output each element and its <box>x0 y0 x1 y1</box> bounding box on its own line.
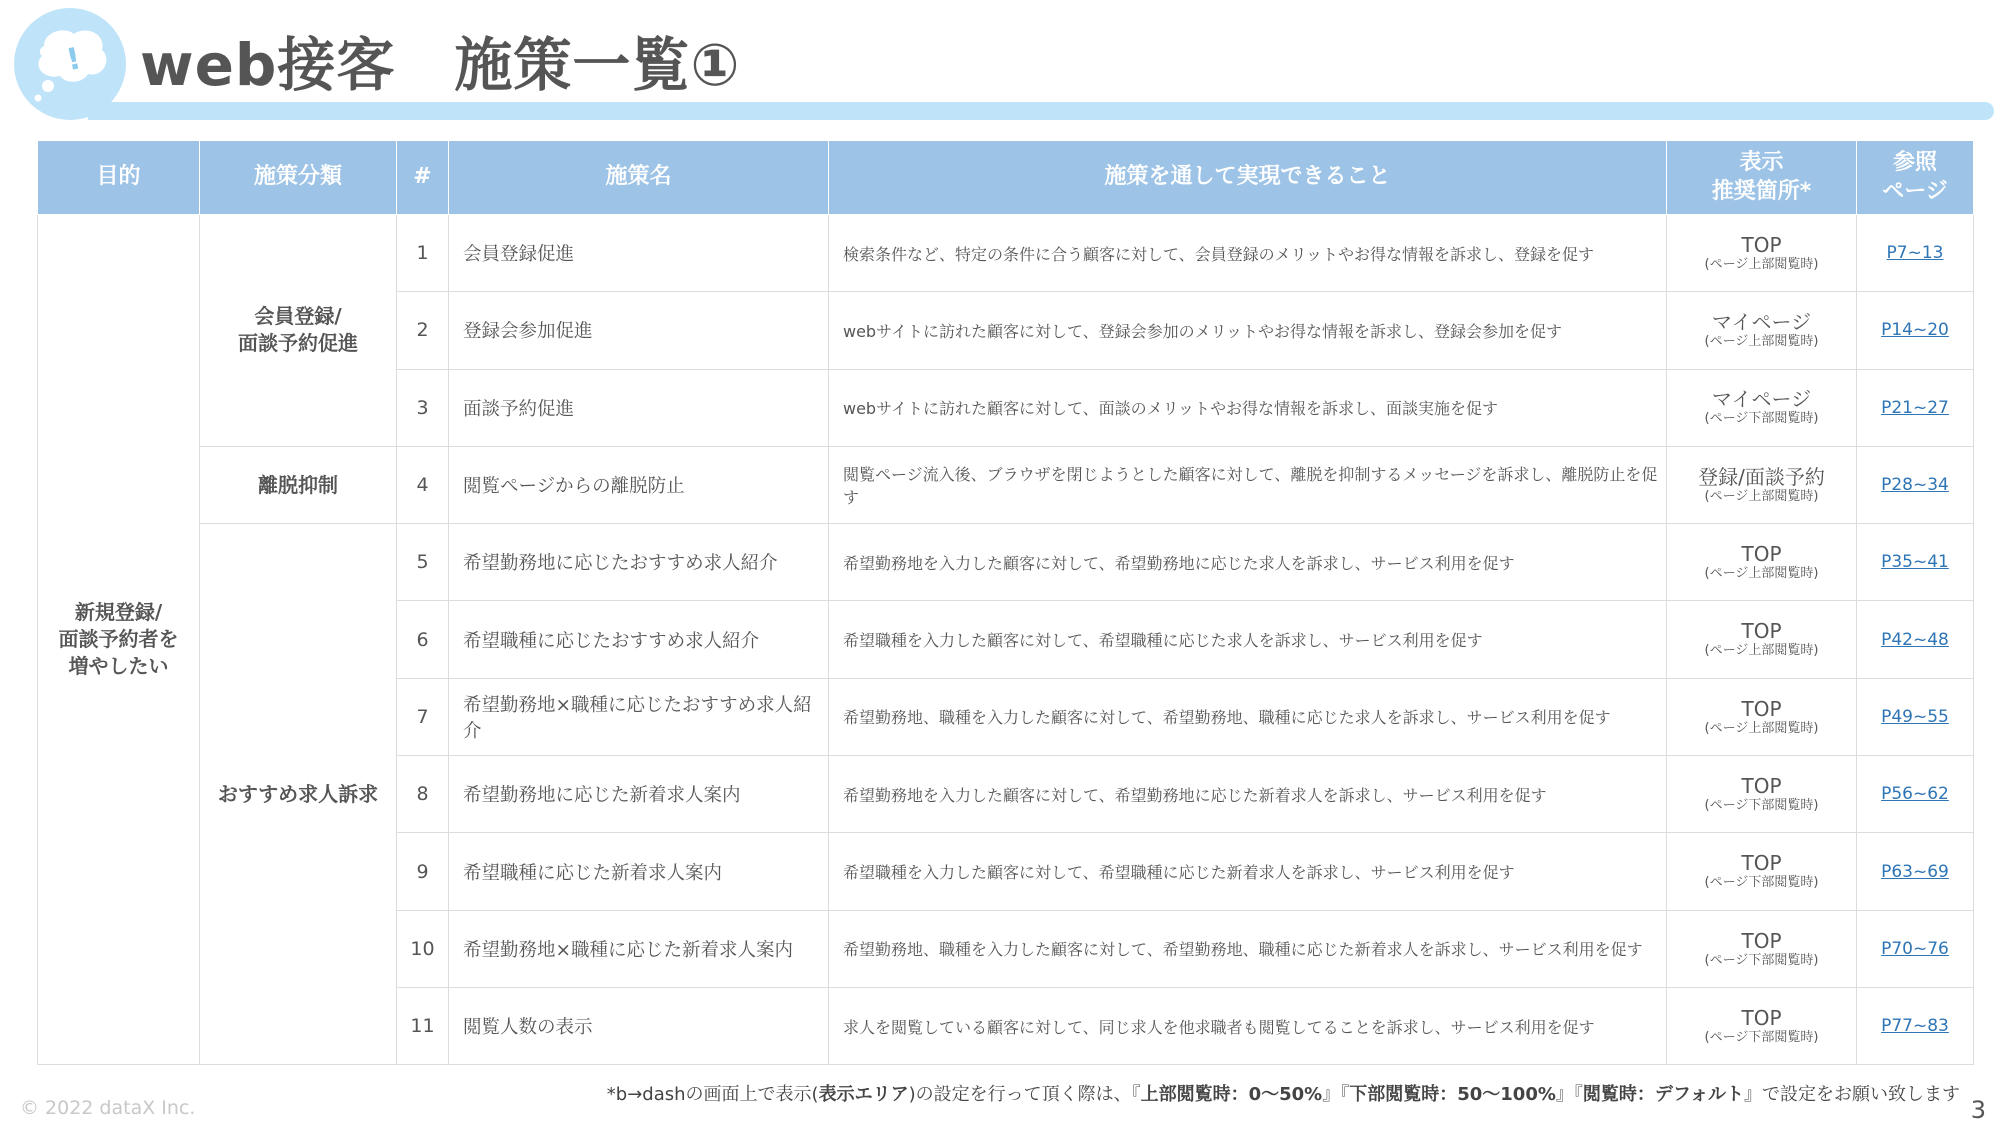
display-location <box>1667 524 1857 601</box>
column-header <box>1667 141 1857 215</box>
display-location-sub: (ページ下部閲覧時) <box>1704 952 1819 968</box>
row-number: 11 <box>397 987 449 1064</box>
footnote-text: 』『 <box>1322 1084 1350 1105</box>
reference-page-link[interactable]: P70~76 <box>1881 938 1949 959</box>
footnote-emphasis: 下部閲覧時：50～100% <box>1349 1084 1556 1105</box>
measures-table-container <box>37 140 1973 1065</box>
measure-name: 閲覧ページからの離脱防止 <box>449 446 829 523</box>
measure-description: 希望勤務地を入力した顧客に対して、希望勤務地に応じた新着求人を訴求し、サービス利用を促す <box>829 756 1667 833</box>
reference-page-link[interactable]: P63~69 <box>1881 861 1949 882</box>
display-location-sub: (ページ上部閲覧時) <box>1704 334 1819 350</box>
table-row <box>38 524 1974 601</box>
reference-page-link[interactable]: P77~83 <box>1881 1016 1949 1037</box>
display-location-main: TOP <box>1741 619 1782 644</box>
reference-page-link[interactable]: P35~41 <box>1881 552 1949 573</box>
table-row <box>38 215 1974 292</box>
display-location-main: TOP <box>1741 1005 1782 1030</box>
measure-name: 面談予約促進 <box>449 369 829 446</box>
reference-page <box>1857 756 1974 833</box>
display-location <box>1667 215 1857 292</box>
measure-description: 希望職種を入力した顧客に対して、希望職種に応じた新着求人を訴求し、サービス利用を促す <box>829 833 1667 910</box>
display-location-main: TOP <box>1741 773 1782 798</box>
measure-name: 登録会参加促進 <box>449 292 829 369</box>
display-location-sub: (ページ下部閲覧時) <box>1704 1029 1819 1045</box>
reference-page-link[interactable]: P56~62 <box>1881 784 1949 805</box>
page-title: web接客 施策一覧① <box>140 31 741 99</box>
display-location <box>1667 678 1857 755</box>
row-number: 1 <box>397 215 449 292</box>
measure-description: 閲覧ページ流入後、ブラウザを閉じようとした顧客に対して、離脱を抑制するメッセージを訴求し、離脱防止を促す <box>829 446 1667 523</box>
display-location-main: マイページ <box>1711 387 1812 412</box>
table-header-row <box>38 141 1974 215</box>
category-label: 会員登録/ 面談予約促進 <box>238 304 358 356</box>
display-location <box>1667 446 1857 523</box>
column-header <box>397 141 449 215</box>
display-location-sub: (ページ下部閲覧時) <box>1704 875 1819 891</box>
footnote-text: )の設定を行って頂く際は、『 <box>908 1084 1141 1105</box>
reference-page <box>1857 369 1974 446</box>
purpose-cell <box>38 215 200 1065</box>
display-location <box>1667 601 1857 678</box>
category-cell <box>200 215 397 447</box>
display-location-main: TOP <box>1741 851 1782 876</box>
row-number: 5 <box>397 524 449 601</box>
footnote <box>607 1080 1960 1106</box>
measure-description: 希望勤務地、職種を入力した顧客に対して、希望勤務地、職種に応じた新着求人を訴求し、サービス利用を促す <box>829 910 1667 987</box>
display-location-sub: (ページ下部閲覧時) <box>1704 797 1819 813</box>
display-location-main: TOP <box>1741 542 1782 567</box>
svg-text:!: ! <box>63 41 85 79</box>
footnote-text: 』『 <box>1555 1084 1583 1105</box>
reference-page-link[interactable]: P42~48 <box>1881 629 1949 650</box>
reference-page <box>1857 292 1974 369</box>
measure-description: webサイトに訪れた顧客に対して、登録会参加のメリットやお得な情報を訴求し、登録会参加を促す <box>829 292 1667 369</box>
measure-name: 希望職種に応じた新着求人案内 <box>449 833 829 910</box>
measure-name: 希望勤務地に応じた新着求人案内 <box>449 756 829 833</box>
display-location-main: TOP <box>1741 928 1782 953</box>
display-location <box>1667 910 1857 987</box>
measure-name: 希望勤務地に応じたおすすめ求人紹介 <box>449 524 829 601</box>
display-location <box>1667 292 1857 369</box>
column-header-label: # <box>413 164 432 190</box>
row-number: 2 <box>397 292 449 369</box>
row-number: 9 <box>397 833 449 910</box>
reference-page <box>1857 446 1974 523</box>
reference-page-link[interactable]: P28~34 <box>1881 475 1949 496</box>
column-header-label: 施策名 <box>605 164 672 190</box>
column-header <box>1857 141 1974 215</box>
footnote-text: *b→dashの画面上で表示( <box>606 1084 819 1105</box>
copyright: © 2022 dataX Inc. <box>20 1097 196 1119</box>
category-cell <box>200 524 397 1065</box>
display-location-sub: (ページ上部閲覧時) <box>1704 643 1819 659</box>
display-location-sub: (ページ上部閲覧時) <box>1704 488 1819 504</box>
table-row <box>38 446 1974 523</box>
measure-description: 希望勤務地、職種を入力した顧客に対して、希望勤務地、職種に応じた求人を訴求し、サービス利用を促す <box>829 678 1667 755</box>
column-header <box>38 141 200 215</box>
row-number: 6 <box>397 601 449 678</box>
display-location <box>1667 987 1857 1064</box>
title-underline <box>88 102 1994 120</box>
display-location-main: TOP <box>1741 232 1782 257</box>
footnote-emphasis: 上部閲覧時：0～50% <box>1140 1084 1323 1105</box>
reference-page-link[interactable]: P21~27 <box>1881 397 1949 418</box>
measure-description: 希望勤務地を入力した顧客に対して、希望勤務地に応じた求人を訴求し、サービス利用を促す <box>829 524 1667 601</box>
reference-page <box>1857 833 1974 910</box>
measure-description: 検索条件など、特定の条件に合う顧客に対して、会員登録のメリットやお得な情報を訴求し、登録を促す <box>829 215 1667 292</box>
footnote-emphasis: 表示エリア <box>818 1084 909 1105</box>
display-location-sub: (ページ上部閲覧時) <box>1704 566 1819 582</box>
measure-description: 希望職種を入力した顧客に対して、希望職種に応じた求人を訴求し、サービス利用を促す <box>829 601 1667 678</box>
display-location-sub: (ページ下部閲覧時) <box>1704 411 1819 427</box>
measure-description: 求人を閲覧している顧客に対して、同じ求人を他求職者も閲覧してることを訴求し、サービス利用を促す <box>829 987 1667 1064</box>
column-header-label: 施策を通して実現できること <box>1104 164 1391 190</box>
category-cell <box>200 446 397 523</box>
footnote-emphasis: 閲覧時：デフォルト <box>1582 1084 1744 1105</box>
measure-name: 希望勤務地×職種に応じたおすすめ求人紹介 <box>449 678 829 755</box>
measures-table <box>37 140 1974 1065</box>
row-number: 3 <box>397 369 449 446</box>
reference-page-link[interactable]: P14~20 <box>1881 320 1949 341</box>
column-header <box>200 141 397 215</box>
measure-name: 閲覧人数の表示 <box>449 987 829 1064</box>
reference-page <box>1857 678 1974 755</box>
column-header <box>829 141 1667 215</box>
reference-page <box>1857 601 1974 678</box>
column-header-label: 参照 ページ <box>1882 149 1948 204</box>
display-location-main: 登録/面談予約 <box>1698 464 1825 489</box>
display-location-sub: (ページ上部閲覧時) <box>1704 256 1819 272</box>
category-label: おすすめ求人訴求 <box>217 781 379 806</box>
column-header-label: 目的 <box>96 164 141 190</box>
row-number: 7 <box>397 678 449 755</box>
reference-page-link[interactable]: P7~13 <box>1886 243 1944 264</box>
footnote-text: 』で設定をお願い致します <box>1744 1084 1960 1105</box>
reference-page <box>1857 215 1974 292</box>
reference-page <box>1857 910 1974 987</box>
column-header <box>449 141 829 215</box>
reference-page <box>1857 524 1974 601</box>
purpose-label: 新規登録/ 面談予約者を 増やしたい <box>58 600 179 679</box>
measure-description: webサイトに訪れた顧客に対して、面談のメリットやお得な情報を訴求し、面談実施を促す <box>829 369 1667 446</box>
display-location <box>1667 756 1857 833</box>
display-location-sub: (ページ上部閲覧時) <box>1704 720 1819 736</box>
page-number: 3 <box>1970 1096 1986 1124</box>
row-number: 4 <box>397 446 449 523</box>
reference-page-link[interactable]: P49~55 <box>1881 706 1949 727</box>
reference-page <box>1857 987 1974 1064</box>
display-location-main: マイページ <box>1711 310 1812 335</box>
row-number: 8 <box>397 756 449 833</box>
display-location <box>1667 833 1857 910</box>
row-number: 10 <box>397 910 449 987</box>
category-label: 離脱抑制 <box>258 472 338 497</box>
speech-bubble-exclamation-icon <box>30 26 110 102</box>
measure-name: 会員登録促進 <box>449 215 829 292</box>
display-location-main: TOP <box>1741 696 1782 721</box>
display-location <box>1667 369 1857 446</box>
measure-name: 希望職種に応じたおすすめ求人紹介 <box>449 601 829 678</box>
measure-name: 希望勤務地×職種に応じた新着求人案内 <box>449 910 829 987</box>
column-header-label: 表示 推奨箇所* <box>1711 149 1812 204</box>
column-header-label: 施策分類 <box>253 164 342 190</box>
